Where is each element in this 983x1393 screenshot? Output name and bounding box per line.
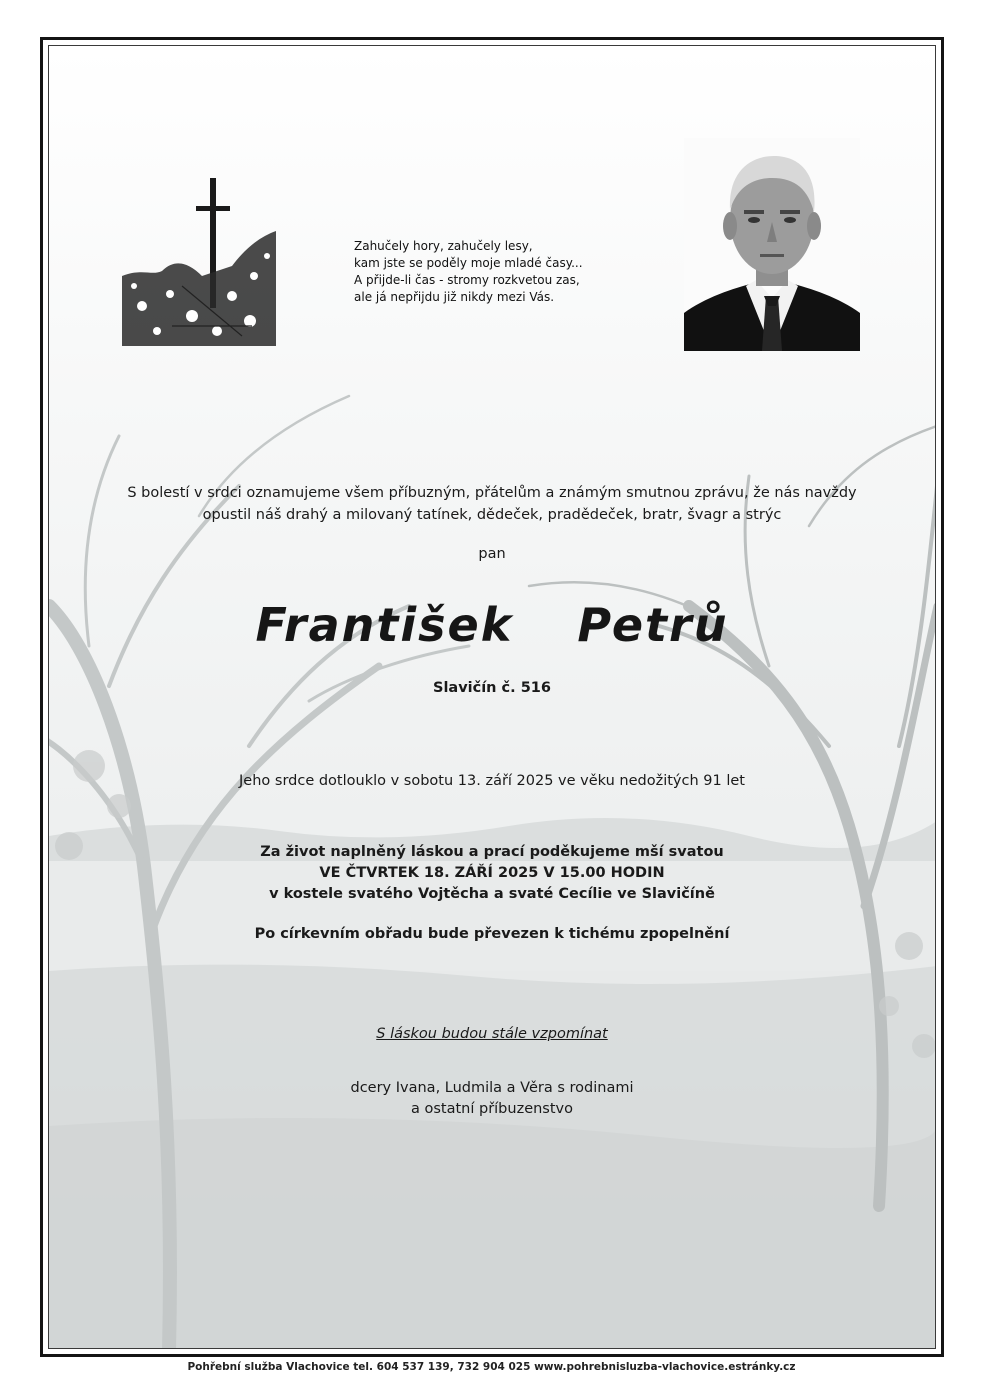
salutation: pan <box>478 546 506 562</box>
funeral-line: Za život naplněný láskou a prací poděkujeme mší svatou <box>260 844 724 860</box>
funeral-date: VE ČTVRTEK 18. ZÁŘÍ 2025 V 15.00 HODIN <box>319 865 665 881</box>
mourners-line: a ostatní příbuzenstvo <box>410 1101 573 1117</box>
portrait-photo <box>684 138 860 351</box>
poem <box>354 238 654 306</box>
poem-line: Zahučely hory, zahučely lesy, <box>354 239 533 253</box>
intro-line: S bolestí v srdci oznamujeme všem příbuzným, přátelům a známým smutnou zprávu, že nás navždy <box>127 485 857 501</box>
memory-line: S láskou budou stále vzpomínat <box>376 1026 608 1042</box>
funeral-service-footer: Pohřební služba Vlachovice tel. 604 537 139, 732 904 025 www.pohrebnisluzba-vlachovice.estránky.cz <box>187 1361 796 1373</box>
intro-line: opustil náš drahý a milovaný tatínek, dědeček, pradědeček, bratr, švagr a strýc <box>202 507 782 523</box>
mourners <box>48 1078 936 1120</box>
poem-line: ale já nepřijdu již nikdy mezi Vás. <box>354 290 555 304</box>
announcement-intro <box>48 482 936 526</box>
deceased-address: Slavičín č. 516 <box>433 680 551 696</box>
poem-line: kam jste se poděly moje mladé časy... <box>354 256 583 270</box>
mourners-line: dcery Ivana, Ludmila a Věra s rodinami <box>350 1080 634 1096</box>
deceased-name: František Petrů <box>255 598 729 652</box>
funeral-location: v kostele svatého Vojtěcha a svaté Cecílie ve Slavičíně <box>269 886 715 902</box>
cremation-note: Po církevním obřadu bude převezen k tichému zpopelnění <box>254 926 730 942</box>
funeral-details <box>48 842 936 905</box>
poem-line: A přijde-li čas - stromy rozkvetou zas, <box>354 273 580 287</box>
death-notice: Jeho srdce dotlouklo v sobotu 13. září 2025 ve věku nedožitých 91 let <box>239 773 745 789</box>
cross-icon <box>122 176 276 346</box>
